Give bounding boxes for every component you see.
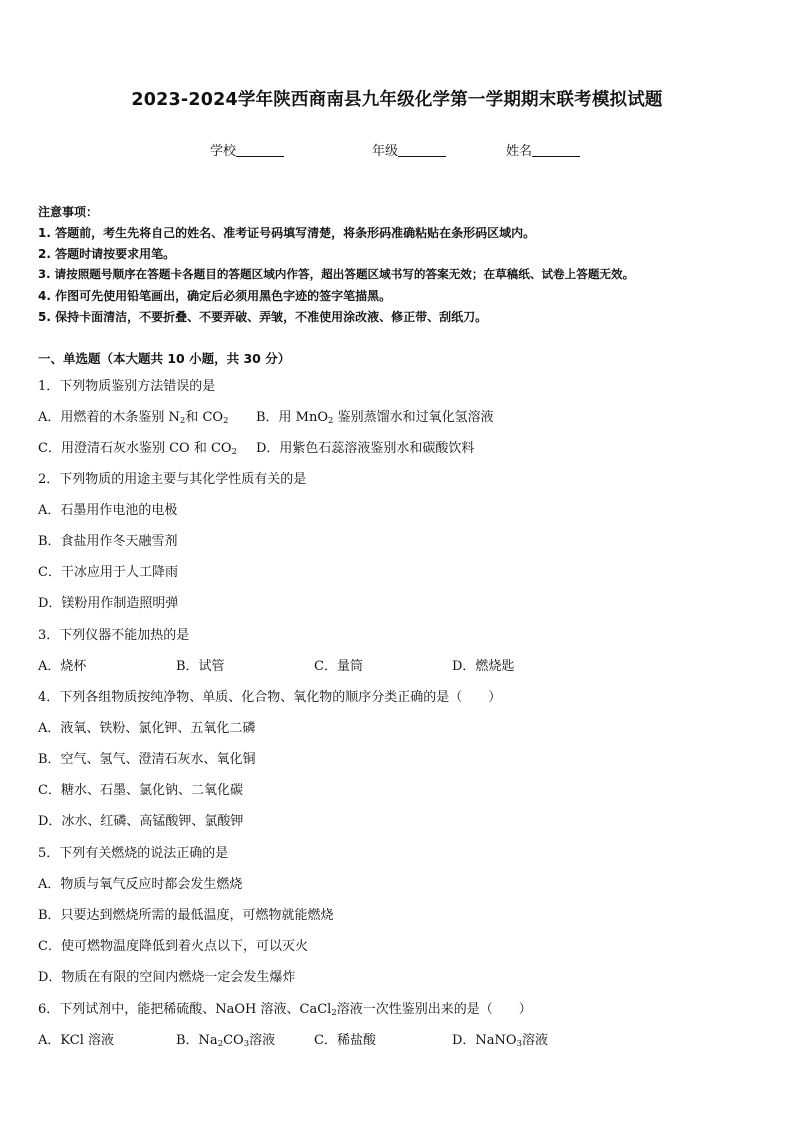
option-a[interactable]: [38, 406, 229, 425]
question-stem: 4．下列各组物质按纯净物、单质、化合物、氧化物的顺序分类正确的是（ ）: [38, 690, 502, 705]
option-text: B．Na: [176, 1033, 218, 1048]
option-text: D．NaNO: [452, 1033, 517, 1048]
grade-blank[interactable]: [398, 142, 446, 157]
option-b[interactable]: B．食盐用作冬天融雪剂: [38, 534, 178, 549]
option-b[interactable]: B．空气、氢气、澄清石灰水、氧化铜: [38, 752, 256, 767]
subscript: 3: [243, 1039, 250, 1049]
option-c[interactable]: C．使可燃物温度降低到着火点以下，可以灭火: [38, 939, 308, 954]
option-text: 溶液: [522, 1033, 549, 1048]
option-text: B．用 MnO: [256, 410, 329, 425]
notice-heading: 注意事项：: [38, 205, 99, 219]
option-c[interactable]: C．稀盐酸: [314, 1033, 376, 1048]
name-label: 姓名: [506, 144, 533, 159]
option-a[interactable]: A．KCl 溶液: [38, 1033, 114, 1048]
option-text: 鉴别蒸馏水和过氧化氢溶液: [333, 410, 494, 425]
option-a[interactable]: A．液氧、铁粉、氯化钾、五氧化二磷: [38, 721, 256, 736]
question-stem: 5．下列有关燃烧的说法正确的是: [38, 846, 229, 861]
subscript: 2: [223, 416, 229, 426]
option-d[interactable]: D．镁粉用作制造照明弹: [38, 596, 179, 611]
option-c[interactable]: [38, 437, 237, 456]
grade-field[interactable]: [372, 140, 446, 159]
option-d[interactable]: [452, 1029, 548, 1048]
option-a[interactable]: A．烧杯: [38, 659, 87, 674]
option-c[interactable]: C．量筒: [314, 659, 363, 674]
option-b[interactable]: [256, 406, 494, 425]
option-b[interactable]: B．试管: [176, 659, 225, 674]
page-title: 2023-2024学年陕西商南县九年级化学第一学期期末联考模拟试题: [131, 90, 663, 110]
option-b[interactable]: B．只要达到燃烧所需的最低温度，可燃物就能燃烧: [38, 908, 334, 923]
notice-item: 1. 答题前，考生先将自己的姓名、准考证号码填写清楚，将条形码准确粘贴在条形码区域内。: [38, 226, 536, 240]
section-heading: 一、单选题（本大题共 10 小题，共 30 分）: [38, 351, 291, 366]
question-stem: 2．下列物质的用途主要与其化学性质有关的是: [38, 472, 307, 487]
option-d[interactable]: D．用紫色石蕊溶液鉴别水和碳酸饮料: [256, 441, 475, 456]
school-field[interactable]: [210, 140, 284, 159]
option-a[interactable]: A．石墨用作电池的电极: [38, 503, 178, 518]
subscript: 2: [328, 416, 334, 426]
grade-label: 年级: [372, 144, 399, 159]
question-stem: [38, 998, 532, 1017]
option-text: 溶液: [249, 1033, 276, 1048]
stem-text: 6．下列试剂中，能把稀硫酸、NaOH 溶液、CaCl: [38, 1002, 332, 1017]
option-d[interactable]: D．冰水、红磷、高锰酸钾、氯酸钾: [38, 814, 244, 829]
question-stem: 1．下列物质鉴别方法错误的是: [38, 379, 216, 394]
option-d[interactable]: D．燃烧匙: [452, 659, 515, 674]
notice-item: 3. 请按照题号顺序在答题卡各题目的答题区域内作答，超出答题区域书写的答案无效；在草稿纸、试卷上答题无效。: [38, 267, 635, 281]
option-c[interactable]: C．糖水、石墨、氯化钠、二氧化碳: [38, 783, 243, 798]
school-blank[interactable]: [236, 142, 284, 157]
question-stem: 3．下列仪器不能加热的是: [38, 628, 190, 643]
notice-item: 5. 保持卡面清洁，不要折叠、不要弄破、弄皱，不准使用涂改液、修正带、刮纸刀。: [38, 310, 488, 324]
subscript: 3: [516, 1039, 523, 1049]
subscript: 2: [179, 416, 186, 426]
notice-item: 2. 答题时请按要求用笔。: [38, 247, 176, 261]
notice-item: 4. 作图可先使用铅笔画出，确定后必须用黑色字迹的签字笔描黑。: [38, 289, 392, 303]
subscript: 2: [231, 447, 237, 457]
option-text: CO: [223, 1033, 244, 1048]
option-text: A．用燃着的木条鉴别 N: [38, 410, 180, 425]
name-field[interactable]: [506, 140, 580, 159]
subscript: 2: [331, 1008, 337, 1018]
option-d[interactable]: D．物质在有限的空间内燃烧一定会发生爆炸: [38, 970, 296, 985]
school-label: 学校: [210, 144, 237, 159]
option-text: 和 CO: [185, 410, 224, 425]
name-blank[interactable]: [532, 142, 580, 157]
option-a[interactable]: A．物质与氧气反应时都会发生燃烧: [38, 877, 243, 892]
option-b[interactable]: [176, 1029, 275, 1048]
stem-text: 溶液一次性鉴别出来的是（ ）: [336, 1002, 532, 1017]
option-c[interactable]: C．干冰应用于人工降雨: [38, 565, 178, 580]
subscript: 2: [217, 1039, 224, 1049]
option-text: C．用澄清石灰水鉴别 CO 和 CO: [38, 441, 232, 456]
